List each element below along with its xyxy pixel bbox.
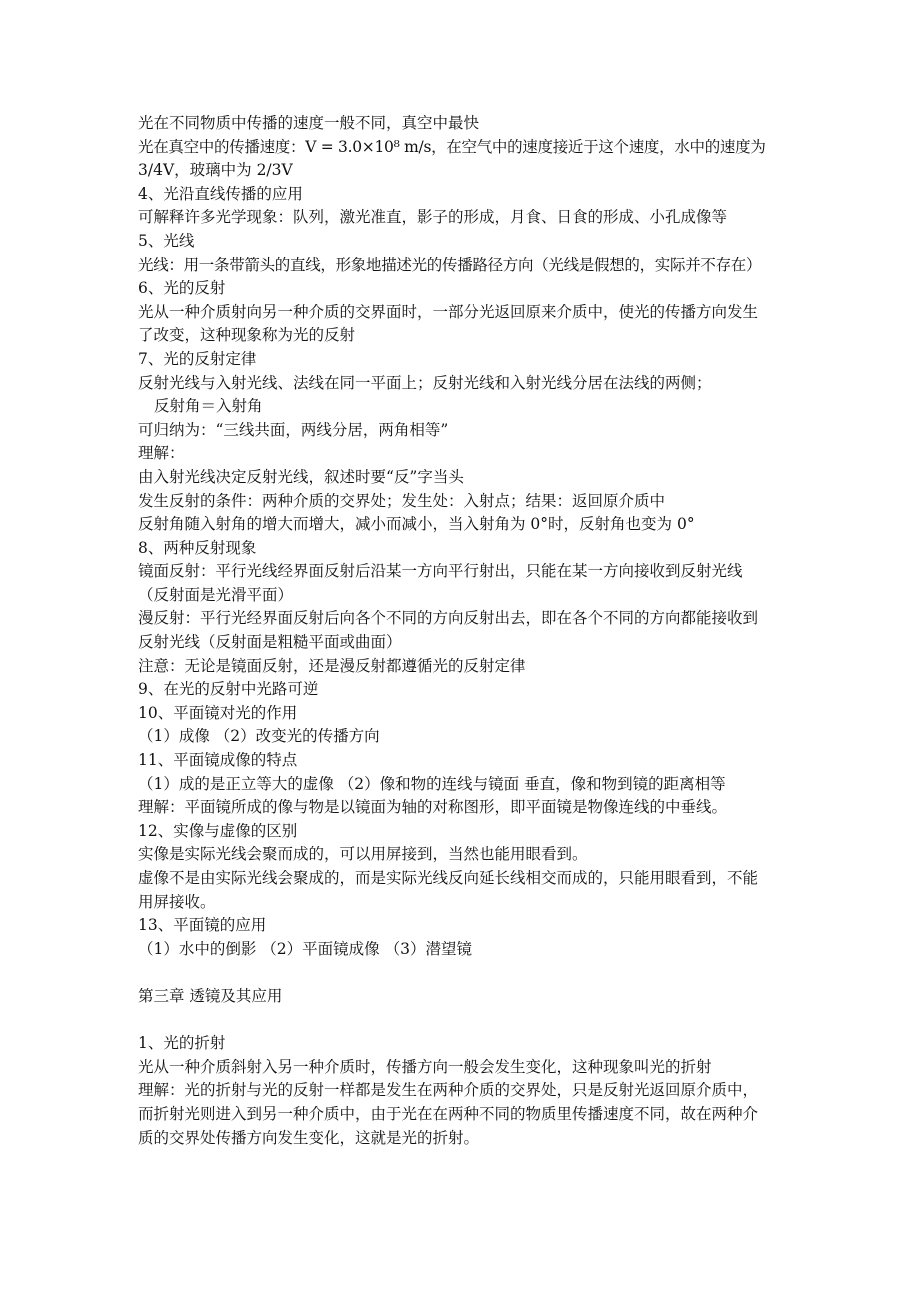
text-line: 虚像不是由实际光线会聚成的，而是实际光线反向延长线相交而成的，只能用眼看到，不能 <box>138 869 759 887</box>
text-line: 可归纳为：“三线共面，两线分居，两角相等” <box>138 420 449 439</box>
text-line: （1）水中的倒影 （2）平面镜成像 （3）潜望镜 <box>138 939 472 958</box>
section-heading: 13、平面镜的应用 <box>138 916 267 935</box>
section-heading: 5、光线 <box>138 231 195 250</box>
text-line: 3/4V，玻璃中为 2/3V <box>138 161 293 180</box>
text-line: 光在真空中的传播速度：V = 3.0×10⁸ m/s，在空气中的速度接近于这个速度，水中的速度为 <box>138 137 766 156</box>
section-heading: 11、平面镜成像的特点 <box>138 751 298 770</box>
section-heading: 1、光的折射 <box>138 1034 226 1053</box>
text-line: 质的交界处传播方向发生变化，这就是光的折射。 <box>138 1128 480 1147</box>
text-line: （反射面是光滑平面） <box>138 585 294 604</box>
text-line: （1）成像 （2）改变光的传播方向 <box>138 727 380 746</box>
chapter-heading: 第三章 透镜及其应用 <box>138 986 283 1005</box>
text-line: 反射光线（反射面是粗糙平面或曲面） <box>138 633 402 652</box>
text-line: 反射角＝入射角 <box>154 397 263 416</box>
text-line: 了改变，这种现象称为光的反射 <box>138 326 356 345</box>
text-line: 漫反射：平行光经界面反射后向各个不同的方向反射出去，即在各个不同的方向都能接收到 <box>138 609 759 628</box>
text-line: 发生反射的条件：两种介质的交界处；发生处：入射点；结果：返回原介质中 <box>138 491 666 510</box>
section-heading: 10、平面镜对光的作用 <box>138 703 298 722</box>
text-line: 注意：无论是镜面反射，还是漫反射都遵循光的反射定律 <box>138 656 526 675</box>
text-line: 光从一种介质斜射入另一种介质时，传播方向一般会发生变化，这种现象叫光的折射 <box>138 1057 712 1076</box>
section-heading: 7、光的反射定律 <box>138 349 257 368</box>
text-line: 而折射光则进入到另一种介质中，由于光在在两种不同的物质里传播速度不同，故在两种介 <box>138 1104 759 1123</box>
text-line: 由入射光线决定反射光线，叙述时要“反”字当头 <box>138 467 464 486</box>
text-line: 实像是实际光线会聚而成的，可以用屏接到，当然也能用眼看到。 <box>138 845 588 864</box>
section-heading: 6、光的反射 <box>138 279 226 298</box>
text-line: 理解： <box>138 444 185 463</box>
section-heading: 12、实像与虚像的区别 <box>138 821 298 840</box>
section-heading: 9、在光的反射中光路可逆 <box>138 680 319 699</box>
blank-line <box>138 961 784 985</box>
text-line: 光在不同物质中传播的速度一般不同，真空中最快 <box>138 114 480 132</box>
text-line: 反射角随入射角的增大而增大，减小而减小，当入射角为 0°时，反射角也变为 0° <box>138 515 695 534</box>
blank-line <box>138 1009 784 1033</box>
text-line: 镜面反射：平行光线经界面反射后沿某一方向平行射出，只能在某一方向接收到反射光线 <box>138 562 743 581</box>
text-line: 可解释许多光学现象：队列，激光准直，影子的形成，月食、日食的形成、小孔成像等 <box>138 208 728 227</box>
text-line: 用屏接收。 <box>138 892 216 911</box>
text-line: 光线：用一条带箭头的直线，形象地描述光的传播路径方向（光线是假想的，实际并不存在） <box>138 255 762 274</box>
document-body <box>138 112 784 1150</box>
section-heading: 8、两种反射现象 <box>138 538 257 557</box>
text-line: 反射光线与入射光线、法线在同一平面上；反射光线和入射光线分居在法线的两侧； <box>138 373 712 392</box>
text-line: 理解：光的折射与光的反射一样都是发生在两种介质的交界处，只是反射光返回原介质中， <box>138 1081 759 1100</box>
text-line: 光从一种介质射向另一种介质的交界面时，一部分光返回原来介质中，使光的传播方向发生 <box>138 302 759 321</box>
section-heading: 4、光沿直线传播的应用 <box>138 184 303 203</box>
text-line: （1）成的是正立等大的虚像 （2）像和物的连线与镜面 垂直，像和物到镜的距离相等 <box>138 774 726 793</box>
text-line: 理解：平面镜所成的像与物是以镜面为轴的对称图形，即平面镜是物像连线的中垂线。 <box>138 798 728 817</box>
